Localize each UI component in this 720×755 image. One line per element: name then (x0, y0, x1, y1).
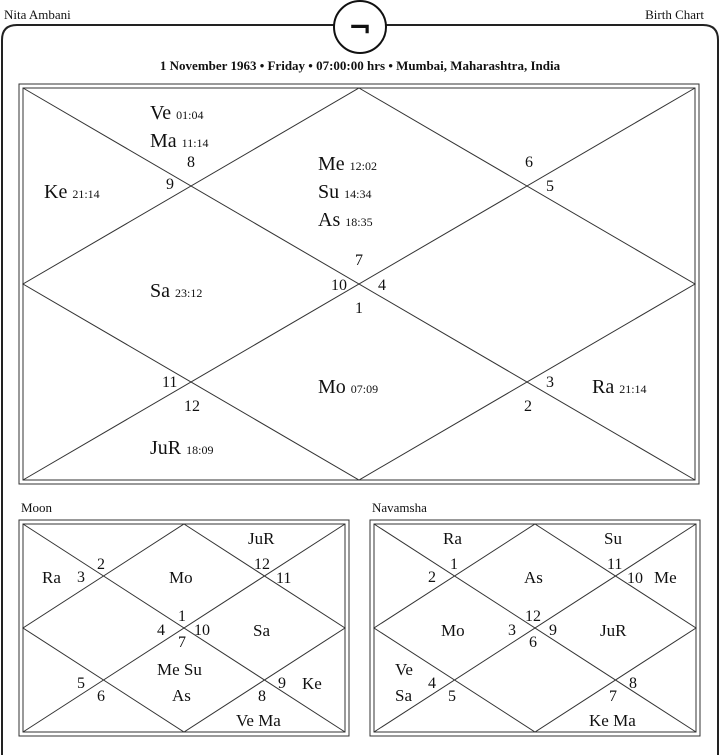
planet-sa: Sa 23:12 (150, 280, 203, 302)
moon-planet-ke: Ke (302, 674, 322, 693)
planet-mo: Mo 07:09 (318, 376, 379, 398)
house-number: 4 (378, 277, 386, 294)
birth-details-subtitle: 1 November 1963 • Friday • 07:00:00 hrs • Mumbai, Maharashtra, India (159, 58, 561, 73)
house-number: 8 (187, 154, 195, 171)
house-number: 10 (331, 277, 347, 294)
house-number: 8 (629, 675, 637, 692)
house-number: 9 (549, 622, 557, 639)
brand-logo-icon: ¬ (333, 0, 387, 54)
moon-planet-me-su: Me Su (157, 660, 202, 679)
planet-ke: Ke 21:14 (44, 181, 100, 203)
house-number: 9 (166, 176, 174, 193)
navamsha-planet-jur: JuR (600, 621, 627, 640)
moon-chart-title: Moon (21, 500, 53, 515)
house-number: 6 (97, 688, 105, 705)
chart-type-label: Birth Chart (645, 7, 704, 22)
planet-su: Su 14:34 (318, 181, 372, 203)
house-number: 4 (157, 622, 165, 639)
house-number: 6 (525, 154, 533, 171)
house-number: 5 (448, 688, 456, 705)
house-number: 3 (546, 374, 554, 391)
house-number: 12 (254, 556, 270, 573)
planet-me: Me 12:02 (318, 153, 378, 175)
house-number: 2 (524, 398, 532, 415)
house-number: 12 (184, 398, 200, 415)
navamsha-planet-ra: Ra (443, 529, 462, 548)
house-number: 10 (194, 622, 210, 639)
house-number: 1 (450, 556, 458, 573)
planet-ve: Ve 01:04 (150, 102, 204, 124)
house-number: 11 (162, 374, 178, 391)
house-number: 3 (77, 569, 85, 586)
moon-planet-sa: Sa (253, 621, 270, 640)
house-number: 5 (546, 178, 554, 195)
planet-jur: JuR 18:09 (150, 437, 214, 459)
house-number: 11 (607, 556, 623, 573)
house-number: 8 (258, 688, 266, 705)
house-number: 4 (428, 675, 436, 692)
navamsha-chart-grid (370, 520, 700, 736)
navamsha-planet-me: Me (654, 568, 677, 587)
house-number: 7 (609, 688, 617, 705)
navamsha-chart-title: Navamsha (372, 500, 427, 515)
person-name: Nita Ambani (4, 7, 71, 22)
moon-planet-as: As (172, 686, 191, 705)
navamsha-planet-as: As (524, 568, 543, 587)
house-number: 1 (178, 608, 186, 625)
planet-ra: Ra 21:14 (592, 376, 647, 398)
moon-planet-ve-ma: Ve Ma (236, 711, 281, 730)
navamsha-planet-mo: Mo (441, 621, 465, 640)
navamsha-planet-ve: Ve (395, 660, 413, 679)
house-number: 12 (525, 608, 541, 625)
moon-planet-jur: JuR (248, 529, 275, 548)
house-number: 2 (97, 556, 105, 573)
navamsha-planet-sa: Sa (395, 686, 412, 705)
planet-ma: Ma 11:14 (150, 130, 209, 152)
house-number: 6 (529, 634, 537, 651)
moon-planet-ra: Ra (42, 568, 61, 587)
main-chart-grid (19, 84, 699, 484)
house-number: 3 (508, 622, 516, 639)
house-number: 7 (355, 252, 363, 269)
house-number: 10 (627, 570, 643, 587)
house-number: 9 (278, 675, 286, 692)
house-number: 2 (428, 569, 436, 586)
navamsha-planet-ke-ma: Ke Ma (589, 711, 636, 730)
planet-as: As 18:35 (318, 209, 373, 231)
house-number: 1 (355, 300, 363, 317)
house-number: 5 (77, 675, 85, 692)
navamsha-planet-su: Su (604, 529, 622, 548)
house-number: 11 (276, 570, 292, 587)
moon-planet-mo: Mo (169, 568, 193, 587)
house-number: 7 (178, 634, 186, 651)
